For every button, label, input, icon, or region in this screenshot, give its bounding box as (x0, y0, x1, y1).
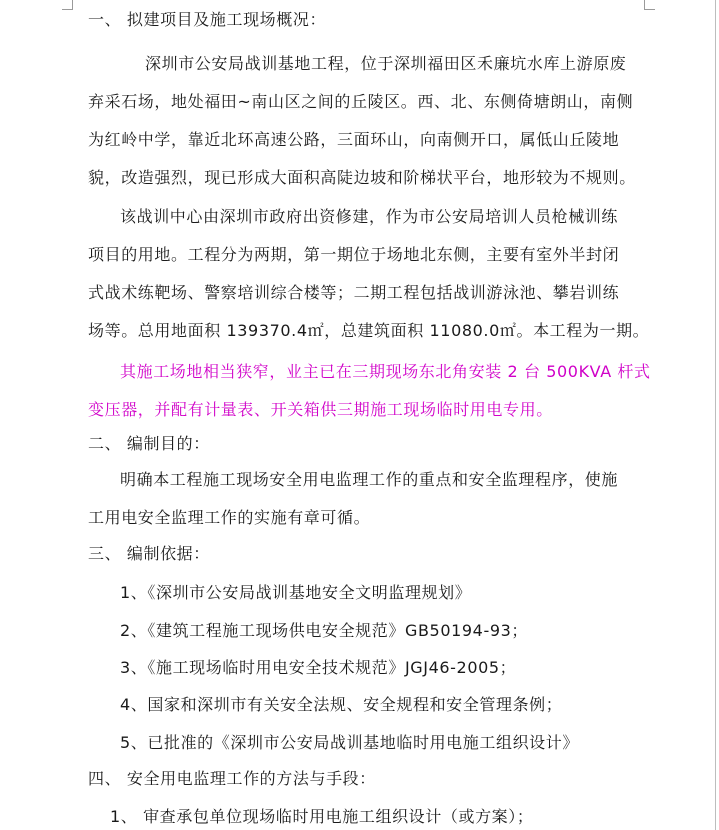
paragraph-line: 该战训中心由深圳市政府出资修建，作为市公安局培训人员枪械训练 (120, 207, 619, 226)
page-corner-mark-left (62, 0, 73, 10)
section-heading-3: 三、 编制依据： (88, 544, 210, 563)
section-heading-2: 二、 编制目的： (88, 434, 210, 453)
page-edge-rule (715, 0, 716, 830)
section-heading-1: 一、 拟建项目及施工现场概况： (88, 10, 327, 29)
highlighted-paragraph-line: 其施工场地相当狭窄，业主已在三期现场东北角安装 2 台 500KVA 杆式 (120, 362, 651, 381)
paragraph-line: 场等。总用地面积 139370.4㎡，总建筑面积 11080.0㎡。本工程为一期。 (88, 321, 650, 340)
list-item: 2、《建筑工程施工现场供电安全规范》GB50194-93； (120, 621, 528, 640)
paragraph-line: 工用电安全监理工作的实施有章可循。 (88, 508, 371, 527)
highlighted-paragraph-line: 变压器，并配有计量表、开关箱供三期施工现场临时用电专用。 (88, 400, 553, 419)
paragraph-line: 为红岭中学，靠近北环高速公路，三面环山，向南侧开口，属低山丘陵地 (88, 130, 620, 149)
section-heading-4: 四、 安全用电监理工作的方法与手段： (88, 769, 376, 788)
paragraph-line: 貌，改造强烈，现已形成大面积高陡边坡和阶梯状平台，地形较为不规则。 (88, 168, 636, 187)
page-corner-mark-right (644, 0, 655, 10)
paragraph-line: 式战术练靶场、警察培训综合楼等；二期工程包括战训游泳池、攀岩训练 (88, 283, 620, 302)
paragraph-line: 项目的用地。工程分为两期，第一期位于场地北东侧，主要有室外半封闭 (88, 245, 620, 264)
list-item: 3、《施工现场临时用电安全技术规范》JGJ46-2005； (120, 658, 517, 677)
list-item: 4、国家和深圳市有关安全法规、安全规程和安全管理条例； (120, 695, 563, 714)
list-item: 1、《深圳市公安局战训基地安全文明监理规划》 (120, 583, 472, 602)
paragraph-line: 弃采石场，地处福田~南山区之间的丘陵区。西、北、东侧倚塘朗山，南侧 (88, 92, 634, 111)
list-item: 5、已批准的《深圳市公安局战训基地临时用电施工组织设计》 (120, 733, 579, 752)
paragraph-line: 深圳市公安局战训基地工程，位于深圳福田区禾廉坑水库上游原废 (145, 54, 627, 73)
list-item: 1、 审查承包单位现场临时用电施工组织设计（或方案）； (110, 807, 534, 826)
paragraph-line: 明确本工程施工现场安全用电监理工作的重点和安全监理程序，使施 (120, 470, 619, 489)
